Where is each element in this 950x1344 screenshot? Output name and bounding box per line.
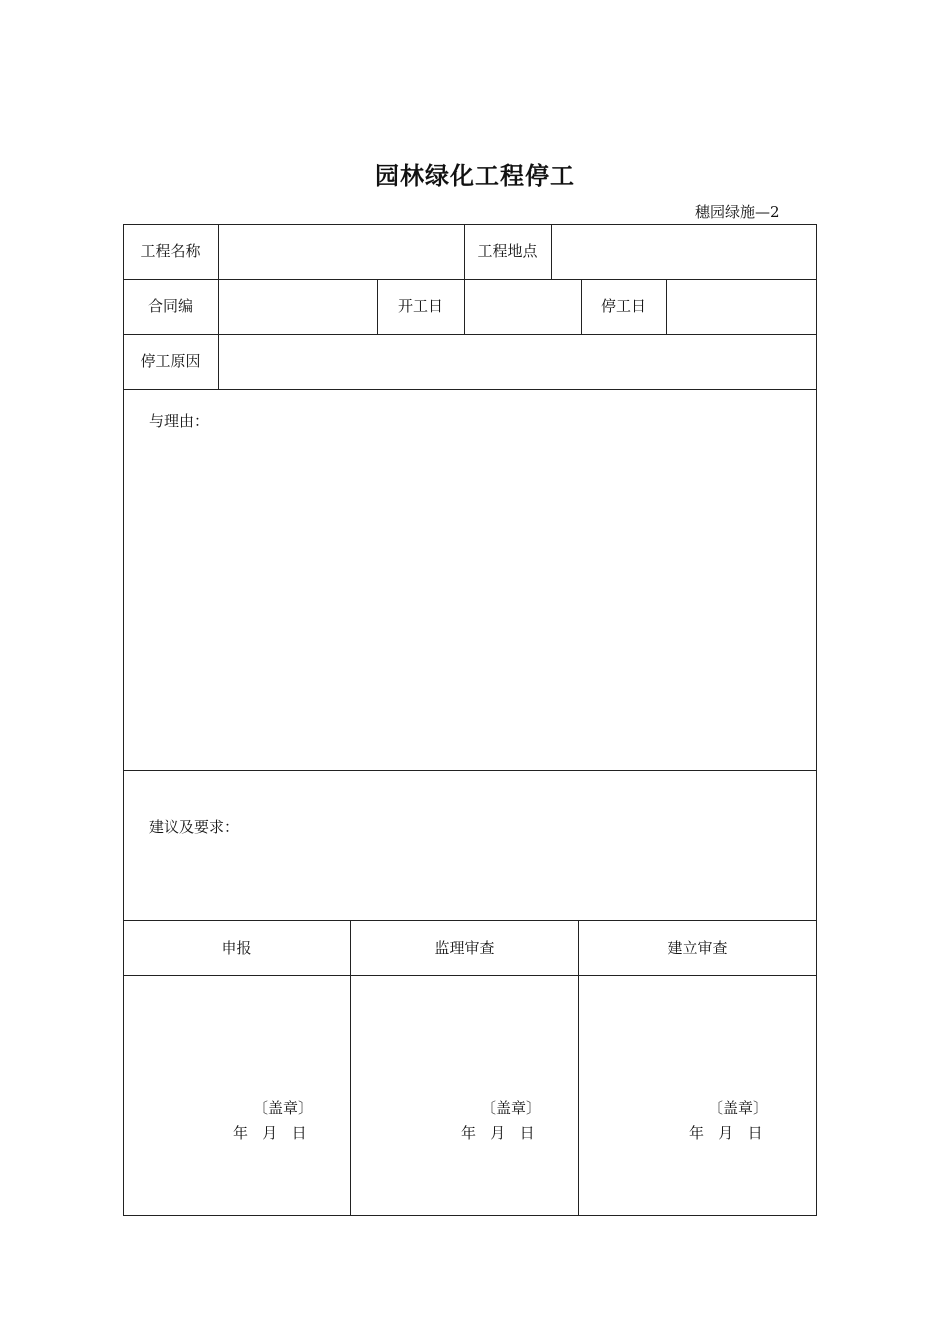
document-code: 穗园绿施—2 bbox=[695, 203, 780, 221]
row-divider bbox=[123, 334, 817, 335]
form-table bbox=[123, 224, 817, 1216]
project-location-label: 工程地点 bbox=[477, 242, 538, 260]
column-divider bbox=[551, 224, 552, 280]
row-divider bbox=[123, 389, 817, 390]
approval-header-supervision: 监理审查 bbox=[434, 939, 495, 957]
table-border-top bbox=[123, 224, 817, 225]
column-divider bbox=[218, 224, 219, 390]
approval-header-declare: 申报 bbox=[221, 939, 252, 957]
reason-label: 与理由： bbox=[149, 412, 210, 430]
row-divider bbox=[123, 920, 817, 921]
table-border-bottom bbox=[123, 1215, 817, 1216]
project-name-label: 工程名称 bbox=[140, 242, 201, 260]
table-border-right bbox=[816, 224, 817, 1216]
stop-date-label: 停工日 bbox=[600, 297, 646, 315]
row-divider bbox=[123, 279, 817, 280]
seal-text: 〔盖章〕 bbox=[708, 1099, 769, 1117]
contract-number-label: 合同编 bbox=[147, 297, 193, 315]
row-divider bbox=[123, 770, 817, 771]
start-date-label: 开工日 bbox=[397, 297, 443, 315]
column-divider bbox=[350, 920, 351, 1216]
table-border-left bbox=[123, 224, 124, 1216]
row-divider bbox=[123, 975, 817, 976]
document-title: 园林绿化工程停工 bbox=[375, 162, 575, 190]
date-text: 年 月 日 bbox=[689, 1124, 763, 1142]
approval-header-construction: 建立审查 bbox=[667, 939, 728, 957]
seal-text: 〔盖章〕 bbox=[481, 1099, 542, 1117]
column-divider bbox=[464, 279, 465, 335]
date-text: 年 月 日 bbox=[233, 1124, 307, 1142]
seal-text: 〔盖章〕 bbox=[253, 1099, 314, 1117]
date-text: 年 月 日 bbox=[461, 1124, 535, 1142]
column-divider bbox=[578, 920, 579, 1216]
suggestion-label: 建议及要求： bbox=[149, 818, 240, 836]
column-divider bbox=[666, 279, 667, 335]
stop-reason-label: 停工原因 bbox=[140, 352, 201, 370]
